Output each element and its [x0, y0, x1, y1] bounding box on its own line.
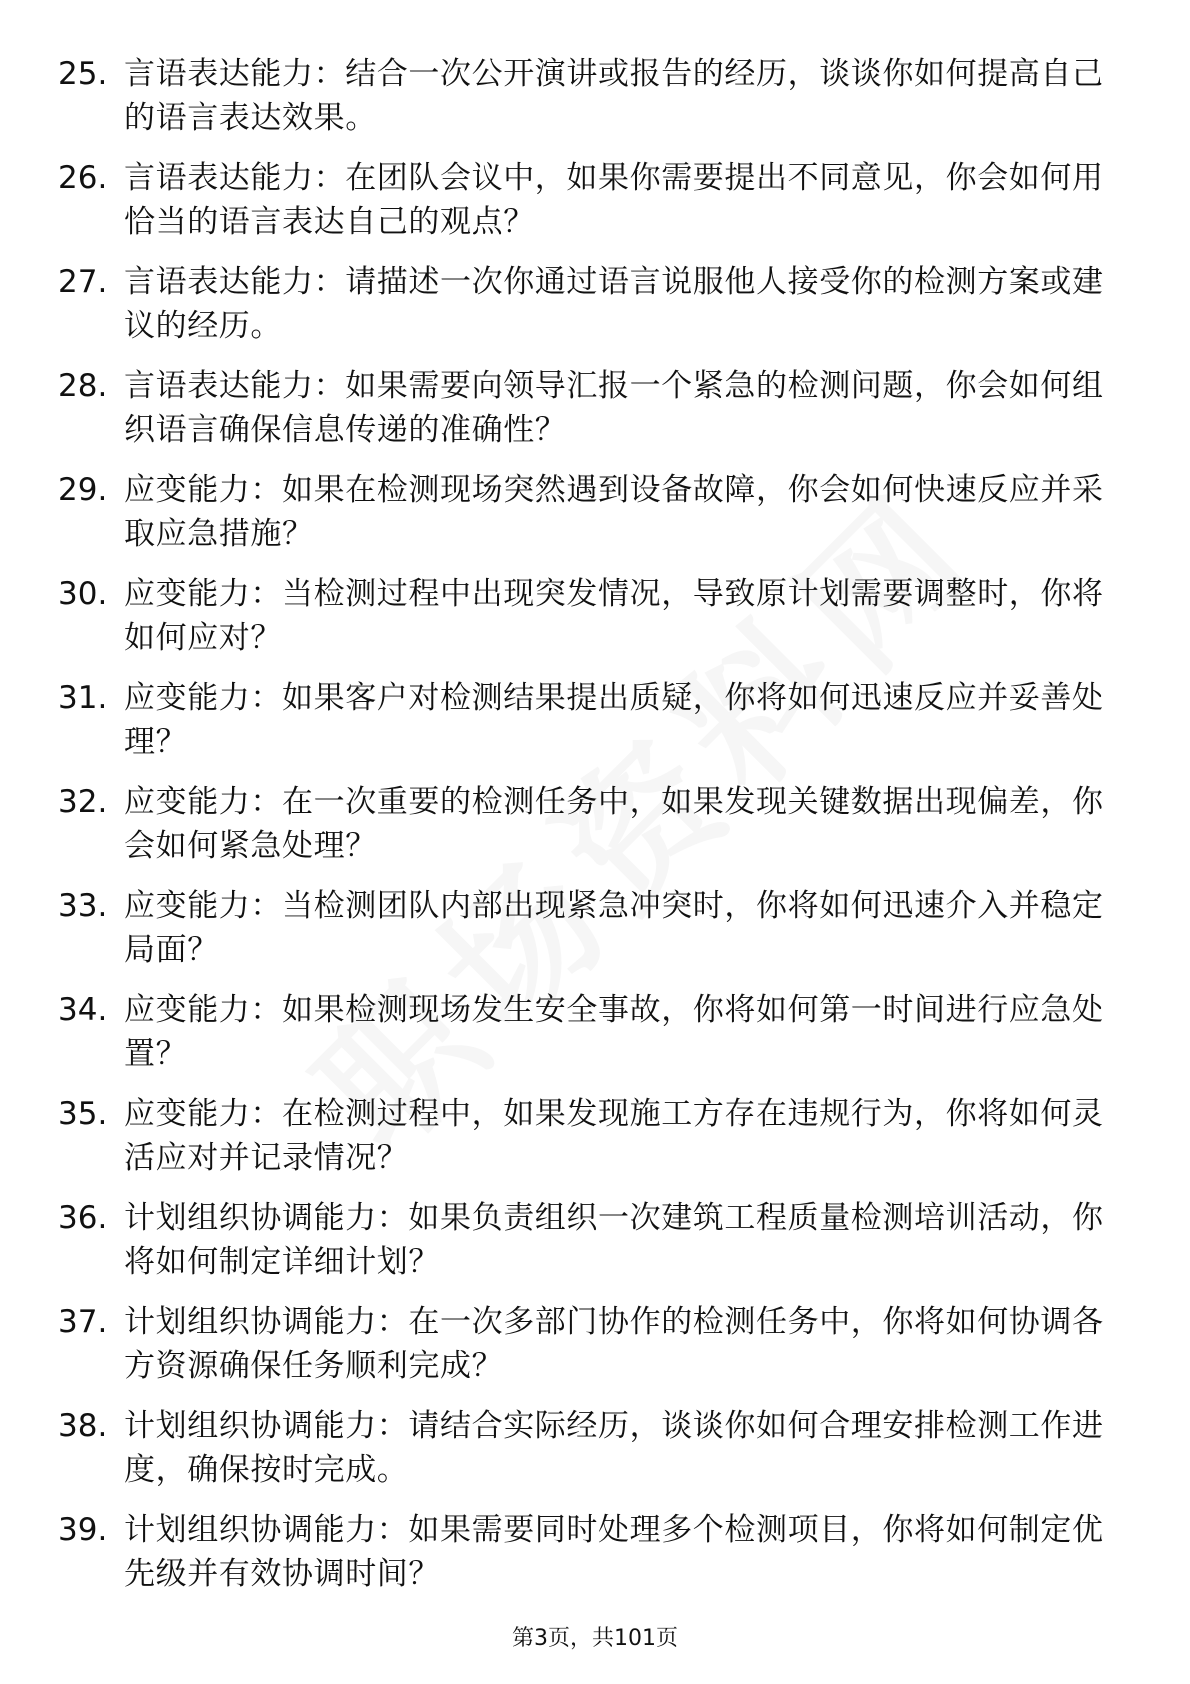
list-item: [58, 156, 1118, 260]
question-text: 应变能力：在检测过程中，如果发现施工方存在违规行为，你将如何灵活应对并记录情况？: [124, 1096, 1104, 1176]
question-text: 应变能力：当检测团队内部出现紧急冲突时，你将如何迅速介入并稳定局面？: [124, 888, 1104, 968]
question-number: 31.: [58, 680, 108, 716]
list-item: [58, 1404, 1118, 1508]
question-number: 38.: [58, 1408, 108, 1444]
question-text: 计划组织协调能力：如果需要同时处理多个检测项目，你将如何制定优先级并有效协调时间？: [124, 1512, 1104, 1592]
question-number: 29.: [58, 472, 108, 508]
question-number: 33.: [58, 888, 108, 924]
list-item: [58, 260, 1118, 364]
question-text: 言语表达能力：如果需要向领导汇报一个紧急的检测问题，你会如何组织语言确保信息传递的准确性？: [124, 368, 1104, 448]
list-item: [58, 1508, 1118, 1612]
question-list: [58, 52, 1118, 1612]
question-number: 32.: [58, 784, 108, 820]
list-item: [58, 1196, 1118, 1300]
question-number: 35.: [58, 1096, 108, 1132]
question-text: 计划组织协调能力：在一次多部门协作的检测任务中，你将如何协调各方资源确保任务顺利完成？: [124, 1304, 1104, 1384]
page-footer: 第3页，共101页: [512, 1626, 678, 1651]
question-text: 应变能力：如果客户对检测结果提出质疑，你将如何迅速反应并妥善处理？: [124, 680, 1104, 760]
question-number: 28.: [58, 368, 108, 404]
question-number: 34.: [58, 992, 108, 1028]
question-text: 应变能力：当检测过程中出现突发情况，导致原计划需要调整时，你将如何应对？: [124, 576, 1104, 656]
question-number: 25.: [58, 56, 108, 92]
list-item: [58, 676, 1118, 780]
question-text: 应变能力：如果在检测现场突然遇到设备故障，你会如何快速反应并采取应急措施？: [124, 472, 1104, 552]
question-text: 计划组织协调能力：如果负责组织一次建筑工程质量检测培训活动，你将如何制定详细计划？: [124, 1200, 1104, 1280]
list-item: [58, 988, 1118, 1092]
question-number: 30.: [58, 576, 108, 612]
question-text: 应变能力：在一次重要的检测任务中，如果发现关键数据出现偏差，你会如何紧急处理？: [124, 784, 1104, 864]
question-number: 27.: [58, 264, 108, 300]
list-item: [58, 364, 1118, 468]
question-text: 言语表达能力：在团队会议中，如果你需要提出不同意见，你会如何用恰当的语言表达自己的观点？: [124, 160, 1104, 240]
list-item: [58, 572, 1118, 676]
list-item: [58, 468, 1118, 572]
question-text: 言语表达能力：结合一次公开演讲或报告的经历，谈谈你如何提高自己的语言表达效果。: [124, 56, 1104, 136]
question-text: 言语表达能力：请描述一次你通过语言说服他人接受你的检测方案或建议的经历。: [124, 264, 1104, 344]
question-number: 36.: [58, 1200, 108, 1236]
list-item: [58, 1092, 1118, 1196]
list-item: [58, 780, 1118, 884]
list-item: [58, 884, 1118, 988]
question-text: 应变能力：如果检测现场发生安全事故，你将如何第一时间进行应急处置？: [124, 992, 1104, 1072]
list-item: [58, 52, 1118, 156]
question-number: 37.: [58, 1304, 108, 1340]
question-text: 计划组织协调能力：请结合实际经历，谈谈你如何合理安排检测工作进度，确保按时完成。: [124, 1408, 1104, 1488]
question-number: 39.: [58, 1512, 108, 1548]
question-number: 26.: [58, 160, 108, 196]
list-item: [58, 1300, 1118, 1404]
